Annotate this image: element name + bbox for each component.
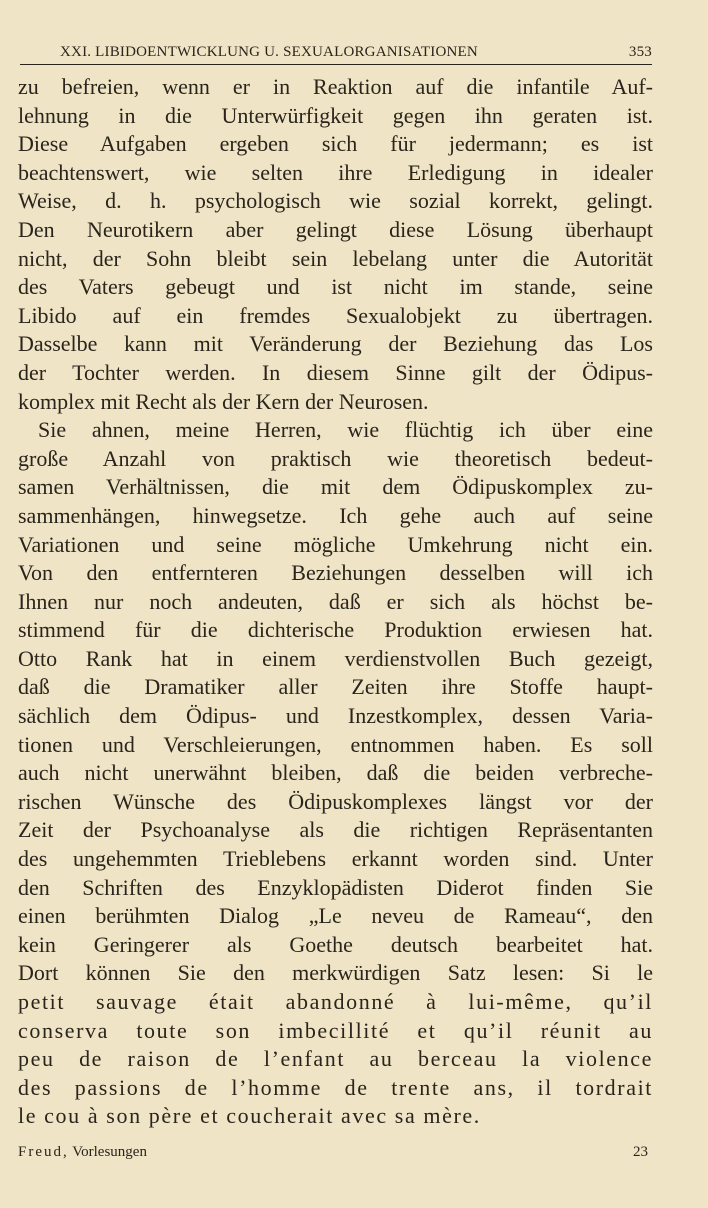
text-line: Otto Rank hat in einem verdienstvollen Buch gezeigt, (18, 645, 653, 671)
signature-book: Vorlesungen (72, 1144, 147, 1160)
text-line: sächlich dem Ödipus- und Inzestkomplex, dessen Varia- (18, 703, 653, 729)
text-line: beachtenswert, wie selten ihre Erledigung in idealer (18, 159, 653, 185)
text-line: auch nicht unerwähnt bleiben, daß die beiden verbreche- (18, 760, 653, 786)
text-line: Zeit der Psychoanalyse als die richtigen Repräsentanten (18, 817, 653, 843)
sheet-signature (18, 1144, 147, 1161)
body-text (18, 73, 653, 1131)
text-line: Von den entfernteren Beziehungen desselben will ich (18, 560, 653, 586)
text-line: daß die Dramatiker aller Zeiten ihre Stoffe haupt- (18, 674, 653, 700)
text-line: samen Verhältnissen, die mit dem Ödipuskomplex zu- (18, 474, 653, 500)
text-line-quotation: petit sauvage était abandonné à lui-même, qu’il (18, 989, 653, 1014)
text-line: Libido auf ein fremdes Sexualobjekt zu übertragen. (18, 302, 653, 328)
running-head (20, 40, 652, 65)
text-line: Den Neurotikern aber gelingt diese Lösung überhaupt (18, 216, 653, 242)
text-line: Sie ahnen, meine Herren, wie flüchtig ich über eine (38, 417, 653, 443)
text-line: rischen Wünsche des Ödipuskomplexes längst vor der (18, 788, 653, 814)
text-line: lehnung in die Unterwürfigkeit gegen ihn geraten ist. (18, 102, 653, 128)
text-line: Weise, d. h. psychologisch wie sozial korrekt, gelingt. (18, 188, 653, 214)
text-line: stimmend für die dichterische Produktion erwiesen hat. (18, 617, 653, 643)
text-line: Dasselbe kann mit Veränderung der Beziehung das Los (18, 331, 653, 357)
text-line: sammenhängen, hinwegsetze. Ich gehe auch auf seine (18, 502, 653, 528)
text-line: tionen und Verschleierungen, entnommen haben. Es soll (18, 731, 653, 757)
page-number: 353 (628, 44, 652, 60)
text-line: Variationen und seine mögliche Umkehrung nicht ein. (18, 531, 653, 557)
text-line-quotation: des passions de l’homme de trente ans, il tordrait (18, 1074, 653, 1100)
text-line-quotation: peu de raison de l’enfant au berceau la violence (18, 1046, 653, 1072)
text-line-quotation: conserva toute son imbecillité et qu’il réunit au (18, 1017, 653, 1043)
text-line: des Vaters gebeugt und ist nicht im stande, seine (18, 274, 653, 300)
sheet-number: 23 (633, 1144, 648, 1160)
signature-author: Freud, (18, 1144, 69, 1160)
text-line: zu befreien, wenn er in Reaktion auf die infantile Auf- (18, 74, 653, 99)
text-line: nicht, der Sohn bleibt sein lebelang unter die Autorität (18, 245, 653, 271)
text-line: große Anzahl von praktisch wie theoretisch bedeut- (18, 445, 653, 471)
text-line: kein Geringerer als Goethe deutsch bearbeitet hat. (18, 931, 653, 957)
text-line: Ihnen nur noch andeuten, daß er sich als höchst be- (18, 588, 653, 614)
text-line: einen berühmten Dialog „Le neveu de Rameau“, den (18, 903, 653, 929)
text-line: Diese Aufgaben ergeben sich für jedermann; es ist (18, 131, 653, 157)
page-footer (18, 1144, 648, 1164)
text-line-quotation: le cou à son père et coucherait avec sa mère. (18, 1103, 481, 1129)
text-line: der Tochter werden. In diesem Sinne gilt der Ödipus- (18, 359, 653, 385)
text-line: den Schriften des Enzyklopädisten Diderot finden Sie (18, 874, 653, 900)
text-line: Dort können Sie den merkwürdigen Satz lesen: Si le (18, 960, 653, 986)
chapter-title: XXI. LIBIDOENTWICKLUNG U. SEXUALORGANISATIONEN (60, 44, 478, 60)
text-line: des ungehemmten Trieblebens erkannt worden sind. Unter (18, 846, 653, 872)
text-line: komplex mit Recht als der Kern der Neurosen. (18, 388, 429, 414)
